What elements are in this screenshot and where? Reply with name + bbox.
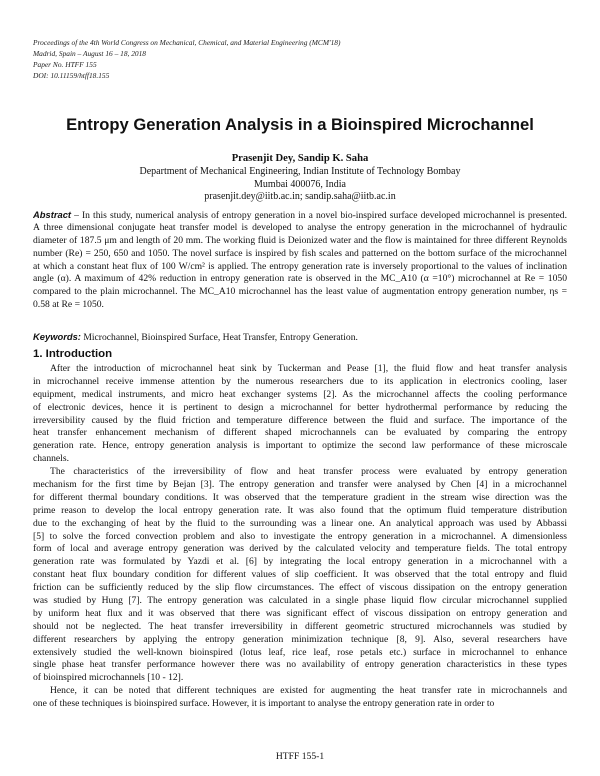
body-line: The characteristics of the irreversibility of flow and heat transfer process were evaluated by entropy generation — [50, 466, 567, 478]
body-line: of electronic devices, hence it is pertinent to design a microchannel for better hydrothermal performance by reducing the — [33, 401, 567, 413]
city: Mumbai 400076, India — [254, 179, 346, 190]
body-line: should not be neglected. The heat transfer irreversibility in different geometric structured microchannels was studied by — [33, 620, 567, 632]
body-line: constant heat flux boundary condition for different values of slip coefficient. It was observed that the total entropy and fluid — [33, 569, 567, 581]
body-line: After the introduction of microchannel heat sink by Tuckerman and Pease [1], the fluid flow and heat transfer analysis — [50, 363, 567, 374]
abstract-text: – In this study, numerical analysis of entropy generation in a novel bio-inspired surface developed microchannel is presented. — [71, 210, 567, 221]
body-line: form of local and average entropy generation was derived by the calculated velocity and temperature fields. The total entropy — [33, 543, 567, 555]
abstract-line — [33, 299, 567, 312]
abstract-line — [33, 261, 567, 274]
abstract-line — [33, 286, 567, 299]
body-line: by uniform heat flux and it was observed that there was significant effect of viscous dissipation on entropy generation and — [33, 607, 567, 619]
abstract-line — [33, 273, 567, 286]
body-line: generation rate was formulated by Yazdi et al. [6] by integrating the local entropy generation in a microchannel with a — [33, 556, 567, 568]
abstract-line — [33, 209, 567, 222]
introduction-body — [33, 363, 567, 711]
body-line: single phase heat transfer performance however there was no availability of entropy generation characteristics in these types — [33, 659, 567, 671]
emails: prasenjit.dey@iitb.ac.in; sandip.saha@iitb.ac.in — [204, 191, 396, 202]
abstract — [33, 209, 567, 312]
body-line: irreversibility caused by the fluid friction and temperature difference between the fluid and surface. The importance of the — [33, 414, 567, 426]
body-line: one of these techniques is bioinspired surface. However, it is important to analyse the entropy generation rate in order to — [33, 698, 495, 710]
keywords — [33, 331, 567, 344]
body-line: for different thermal boundary conditions. It was observed that the temperature gradient in the stream wise direction was the — [33, 491, 567, 503]
proceedings-line: Proceedings of the 4th World Congress on Mechanical, Chemical, and Material Engineering (MCM'18) — [33, 38, 341, 47]
body-line: Hence, it can be noted that different techniques are existed for augmenting the heat transfer rate in microchannels and — [50, 685, 567, 697]
section-heading: 1. Introduction — [33, 348, 113, 360]
body-line: in microchannel receive immense attention by the numerous researchers due to its application in electronics cooling, laser — [33, 375, 567, 387]
abstract-line — [33, 222, 567, 235]
body-line: of bioinspired microchannels [10 - 12]. — [33, 672, 184, 684]
affiliation: Department of Mechanical Engineering, Indian Institute of Technology Bombay — [139, 166, 461, 177]
abstract-text: A three dimensional conjugate heat transfer model is developed to analyse the entropy generation in the microchannel of hydraulic — [33, 221, 567, 233]
abstract-text: compared to the plain microchannel. The MC_A10 microchannel has the least value of augmentation entropy generation number, ηs = — [33, 286, 567, 298]
abstract-text: diameter of 187.5 μm and length of 20 mm. The working fluid is Deionized water and the flow is maintained for three different Reynolds — [33, 234, 567, 246]
body-line: was studied by Hung [7]. The entropy generation was calculated in a single phase liquid flow circular microchannel supplied — [33, 595, 567, 607]
body-line: [5] to solve the forced convection problem and also to investigate the entropy generation in a microchannel. A dimensionless — [33, 530, 567, 542]
body-line: equipment, medical instruments, and micro heat exchanger systems [2]. As the microchannel affects the cooling performance — [33, 388, 567, 400]
body-line: different researchers by applying the entropy generation minimization technique [8, 9]. Also, several researchers have — [33, 633, 567, 645]
paper-title: Entropy Generation Analysis in a Bioinspired Microchannel — [66, 115, 534, 134]
location-line: Madrid, Spain – August 16 – 18, 2018 — [33, 49, 146, 58]
body-line: generation rate. Hence, entropy generation analysis is important to optimize the second law performance of these microscale — [33, 440, 567, 452]
abstract-text: at which a constant heat flux of 100 W/cm² is applied. The entropy generation rate is inversely proportional to the values of inclination — [33, 260, 567, 272]
doi: DOI: 10.11159/htff18.155 — [33, 71, 110, 80]
abstract-text: number (Re) = 250, 650 and 1050. The novel surface is inspired by fish scales and patterned on the bottom surface of the microchannel — [33, 247, 567, 259]
abstract-line — [33, 248, 567, 261]
body-line: heat transfer enhancement mechanism of different shaped microchannels can be evaluated by comparing the entropy — [33, 427, 567, 439]
abstract-text: 0.58 at Re = 1050. — [33, 299, 104, 311]
body-line: prime reason to develop the local entropy generation rate. It was also found that the optimum fluid temperature distribution — [33, 504, 567, 516]
page-footer: HTFF 155-1 — [275, 751, 325, 762]
keywords-text: Microchannel, Bioinspired Surface, Heat Transfer, Entropy Generation. — [80, 332, 358, 343]
abstract-line — [33, 235, 567, 248]
paper-number: Paper No. HTFF 155 — [33, 60, 97, 69]
authors: Prasenjit Dey, Sandip K. Saha — [231, 153, 369, 164]
body-line: due to the exchanging of heat by the fluid to the surrounding was a linear one. An analytical approach was used by Abbassi — [33, 517, 567, 529]
body-line: friction can be sufficiently reduced by the slip flow circumstances. The effect of viscous dissipation on the entropy generation — [33, 582, 567, 594]
body-line: extensively studied the well-known bioinspired (lotus leaf, rice leaf, rose petals etc.) surface in microchannel to enhance — [33, 646, 567, 658]
abstract-text: angle (α). A maximum of 42% reduction in entropy generation rate is observed in the MC_A10 (α =10°) microchannel at Re = 1050 — [33, 273, 567, 285]
abstract-label: Abstract — [33, 209, 72, 220]
body-line: mechanism for the first time by Bejan [3]. The entropy generation and transfer were analysed by Chen [4] in a microchannel — [33, 479, 567, 491]
body-line: channels. — [33, 453, 69, 465]
keywords-label: Keywords: — [33, 331, 81, 342]
